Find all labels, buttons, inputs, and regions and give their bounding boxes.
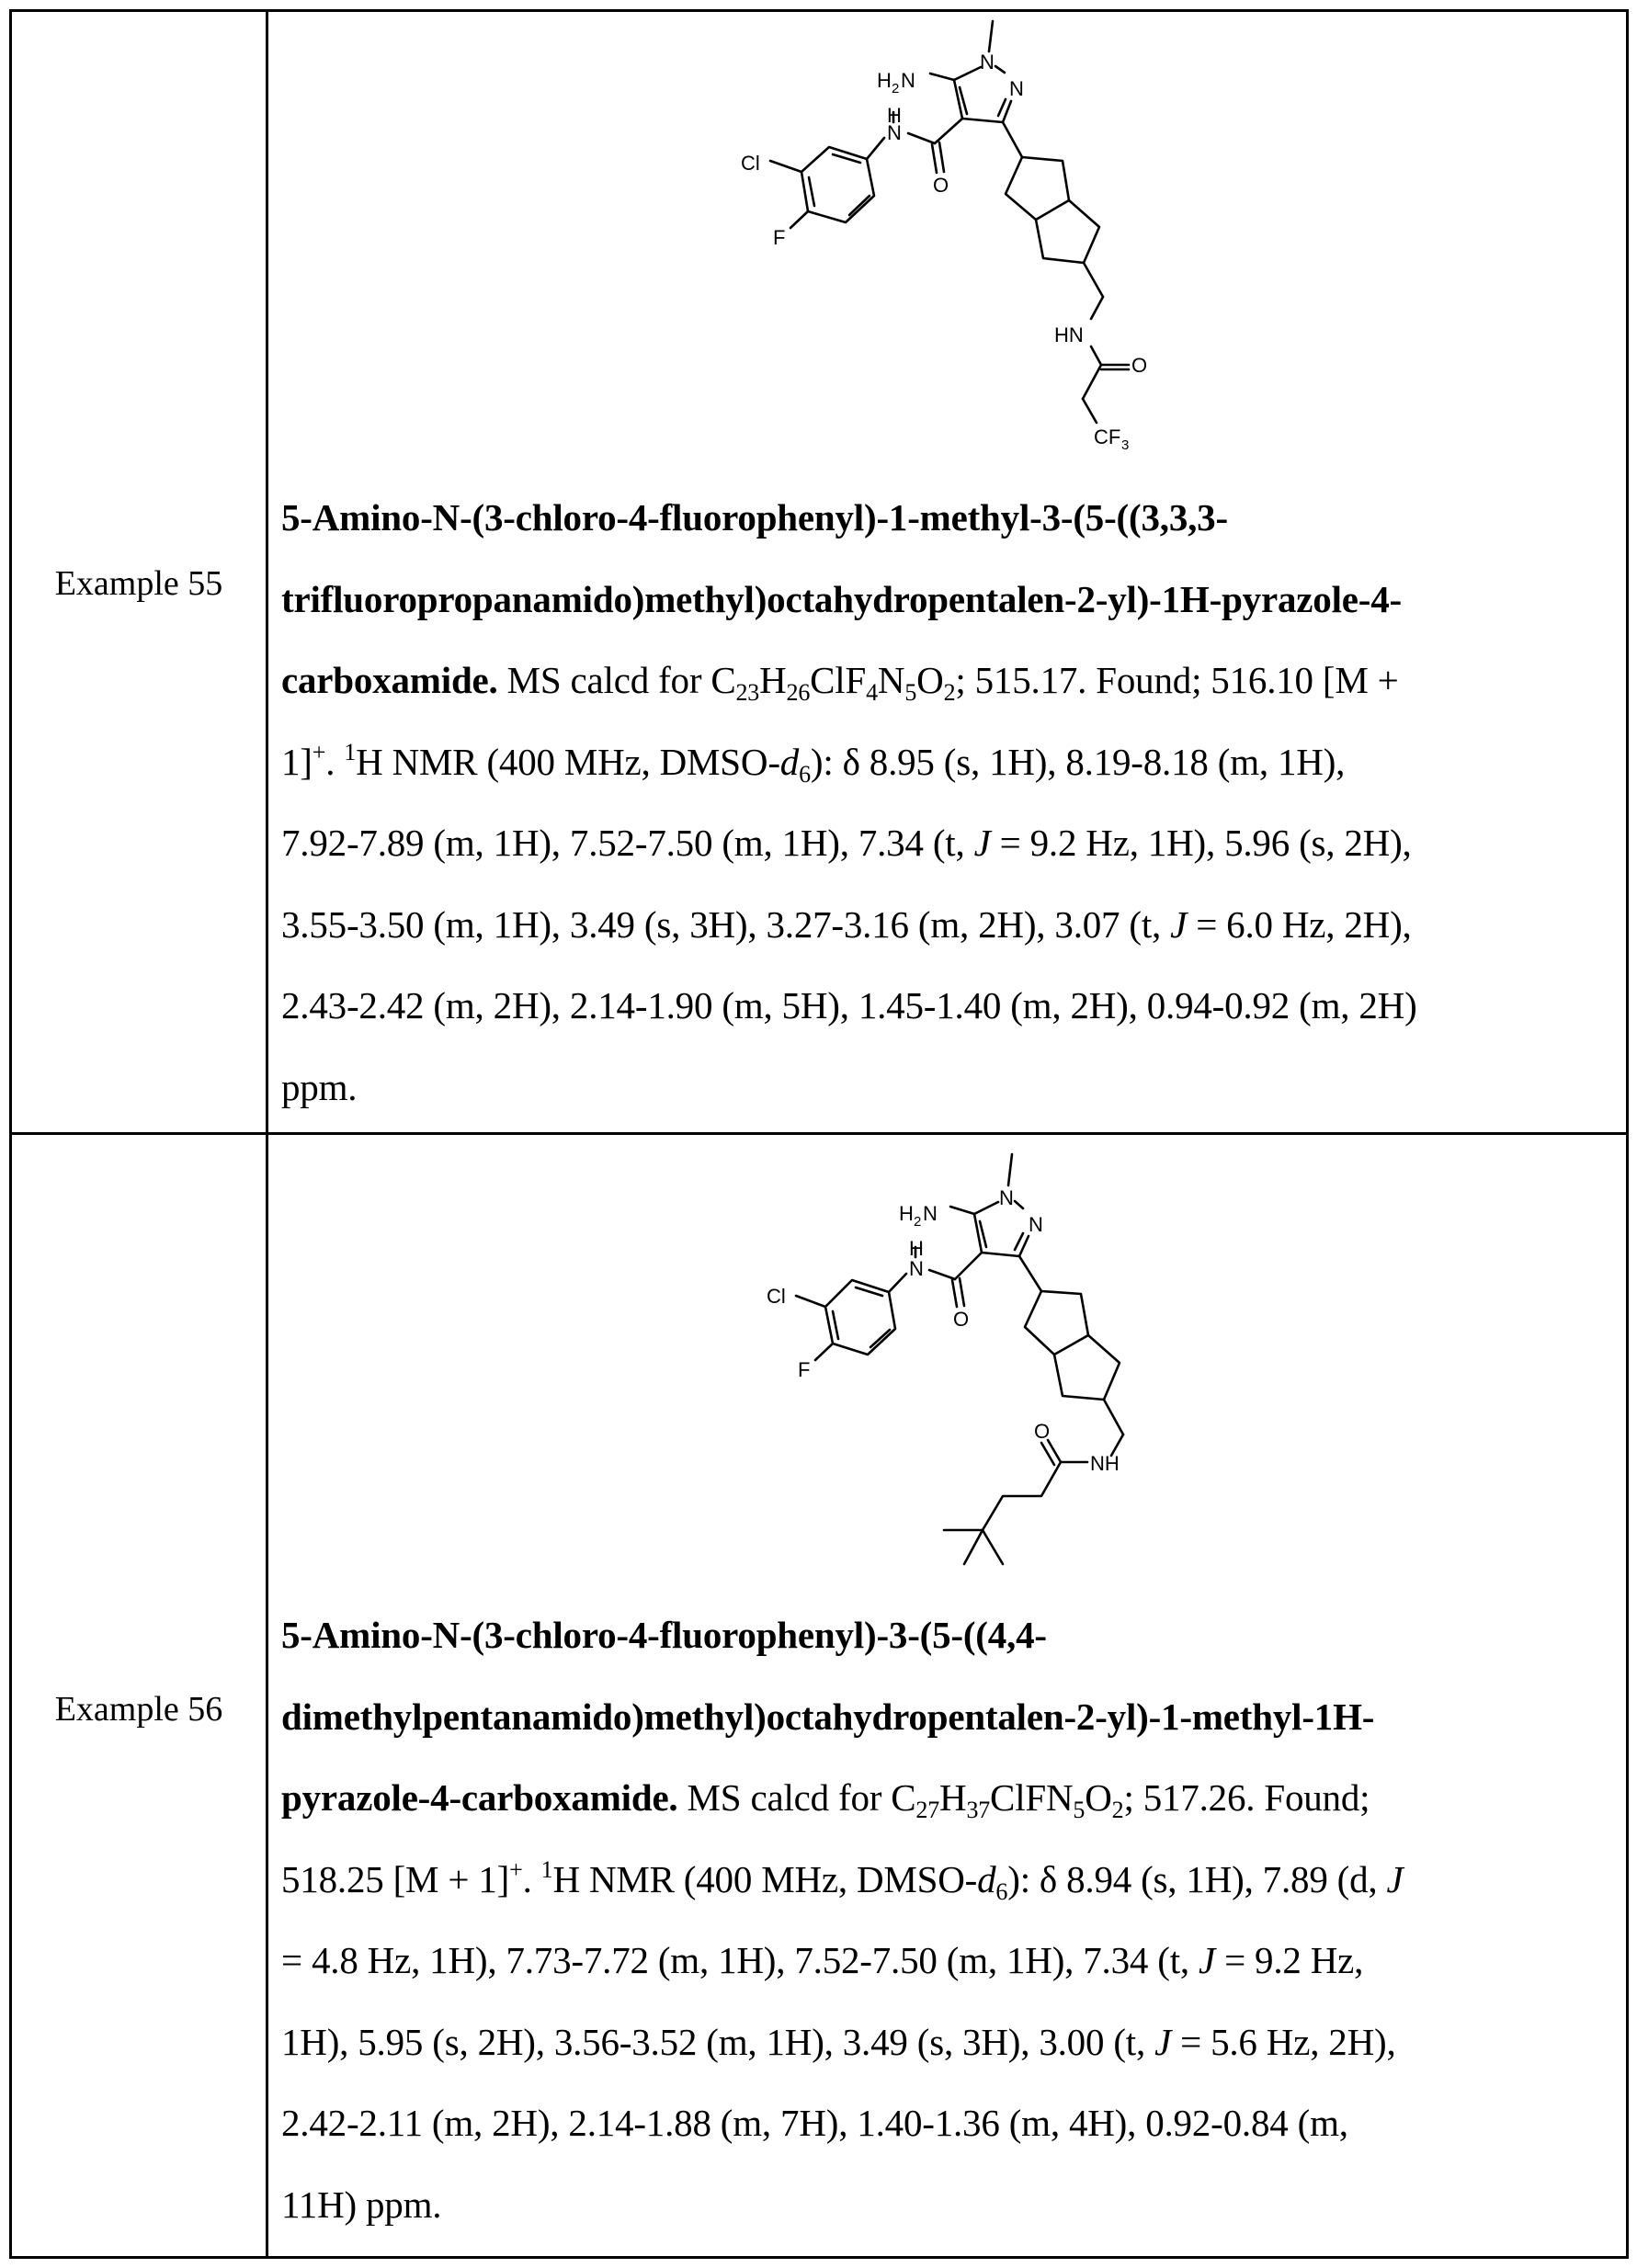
example-content-cell (268, 1135, 1626, 2256)
atom-label-amide-h: H (887, 104, 902, 127)
atom-label-cl: Cl (767, 1285, 786, 1308)
atom-label-f: F (773, 226, 786, 249)
nmr-line: = 4.8 Hz, 1H), 7.73-7.72 (m, 1H), 7.52-7.50 (m, 1H), 7.34 (t, J = 9.2 Hz, (281, 1939, 1364, 1981)
atom-label-sub: 2 (892, 81, 900, 96)
ms-line: carboxamide. MS calcd for $C_{23}H_{26}ClF_4N_5O_2$; 515.17. Found; 516.10 [M + (281, 659, 1399, 706)
atom-label-n1: N (980, 51, 995, 74)
nmr-line: 2.42-2.11 (m, 2H), 2.14-1.88 (m, 7H), 1.40-1.36 (m, 4H), 0.92-0.84 (m, (281, 2102, 1348, 2144)
compound-description (281, 477, 1623, 1128)
example-label: Example 55 (54, 564, 223, 603)
compound-name-line: dimethylpentanamido)methyl)octahydropentalen-2-yl)-1-methyl-1H- (281, 1695, 1375, 1738)
atom-label-cf3: CF (1094, 425, 1121, 448)
atom-label-amine: H (899, 1202, 914, 1225)
atom-label-sub: 2 (914, 1214, 922, 1230)
atom-label-n: N (901, 69, 915, 92)
table-row-example-56 (12, 1135, 1626, 2256)
compound-name-line: trifluoropropanamido)methyl)octahydropentalen-2-yl)-1H-pyrazole-4- (281, 577, 1402, 620)
atom-label-n: N (923, 1202, 938, 1225)
atom-label-f: F (798, 1358, 811, 1381)
example-label-cell (12, 1135, 268, 2256)
atom-label-amide-n: N (887, 121, 902, 144)
chemical-structure-example-55-icon (268, 12, 1631, 471)
nmr-line: 3.55-3.50 (m, 1H), 3.49 (s, 3H), 3.27-3.16 (m, 2H), 3.07 (t, J = 6.0 Hz, 2H), (281, 902, 1412, 946)
atom-label-cl: Cl (741, 152, 760, 175)
atom-label-amide-o: O (953, 1308, 970, 1331)
chemical-structure-example-56-icon (268, 1135, 1631, 1604)
atom-label-side-nh: NH (1090, 1452, 1120, 1475)
atom-label-amide-o: O (933, 174, 949, 197)
nmr-line: 518.25 [M + 1]+. $^1$H NMR (400 MHz, DMSO-$d_6$): δ 8.94 (s, 1H), 7.89 (d, J (281, 1855, 1404, 1905)
ms-line: pyrazole-4-carboxamide. MS calcd for $C_{27}H_{37}ClFN_5O_2$; 517.26. Found; (281, 1776, 1370, 1823)
atom-label-side-hn: HN (1054, 323, 1084, 346)
atom-label-n1: N (999, 1186, 1014, 1209)
nmr-line: 7.92-7.89 (m, 1H), 7.52-7.50 (m, 1H), 7.34 (t, J = 9.2 Hz, 1H), 5.96 (s, 2H), (281, 822, 1412, 864)
atom-label-cf3-sub: 3 (1121, 437, 1130, 453)
compound-name-line: 5-Amino-N-(3-chloro-4-fluorophenyl)-3-(5-((4,4- (281, 1614, 1047, 1656)
atom-label-amide-n: N (909, 1257, 924, 1280)
atom-label-amide-h: H (909, 1237, 924, 1260)
nmr-line: 1]+. $^1$H NMR (400 MHz, DMSO-$d_6$): δ 8.95 (s, 1H), 8.19-8.18 (m, 1H), (281, 738, 1346, 788)
atom-label-amine: H (877, 69, 892, 92)
atom-label-side-o: O (1034, 1420, 1051, 1443)
nmr-line: 1H), 5.95 (s, 2H), 3.56-3.52 (m, 1H), 3.49 (s, 3H), 3.00 (t, J = 5.6 Hz, 2H), (281, 2020, 1396, 2063)
atom-label-side-o: O (1131, 354, 1148, 377)
example-label-cell (12, 12, 268, 1132)
compound-description (281, 1594, 1623, 2245)
atom-label-n2: N (1009, 77, 1024, 100)
atom-label-n2: N (1029, 1213, 1043, 1236)
nmr-line: 2.43-2.42 (m, 2H), 2.14-1.90 (m, 5H), 1.45-1.40 (m, 2H), 0.94-0.92 (m, 2H) (281, 984, 1417, 1026)
nmr-line: ppm. (281, 1065, 358, 1108)
example-content-cell (268, 12, 1626, 1132)
table-row-example-55 (12, 12, 1626, 1135)
compound-name-line: 5-Amino-N-(3-chloro-4-fluorophenyl)-1-methyl-3-(5-((3,3,3- (281, 496, 1228, 539)
compound-table (9, 9, 1629, 2259)
nmr-line: 11H) ppm. (281, 2183, 442, 2226)
example-label: Example 56 (54, 1690, 223, 1729)
